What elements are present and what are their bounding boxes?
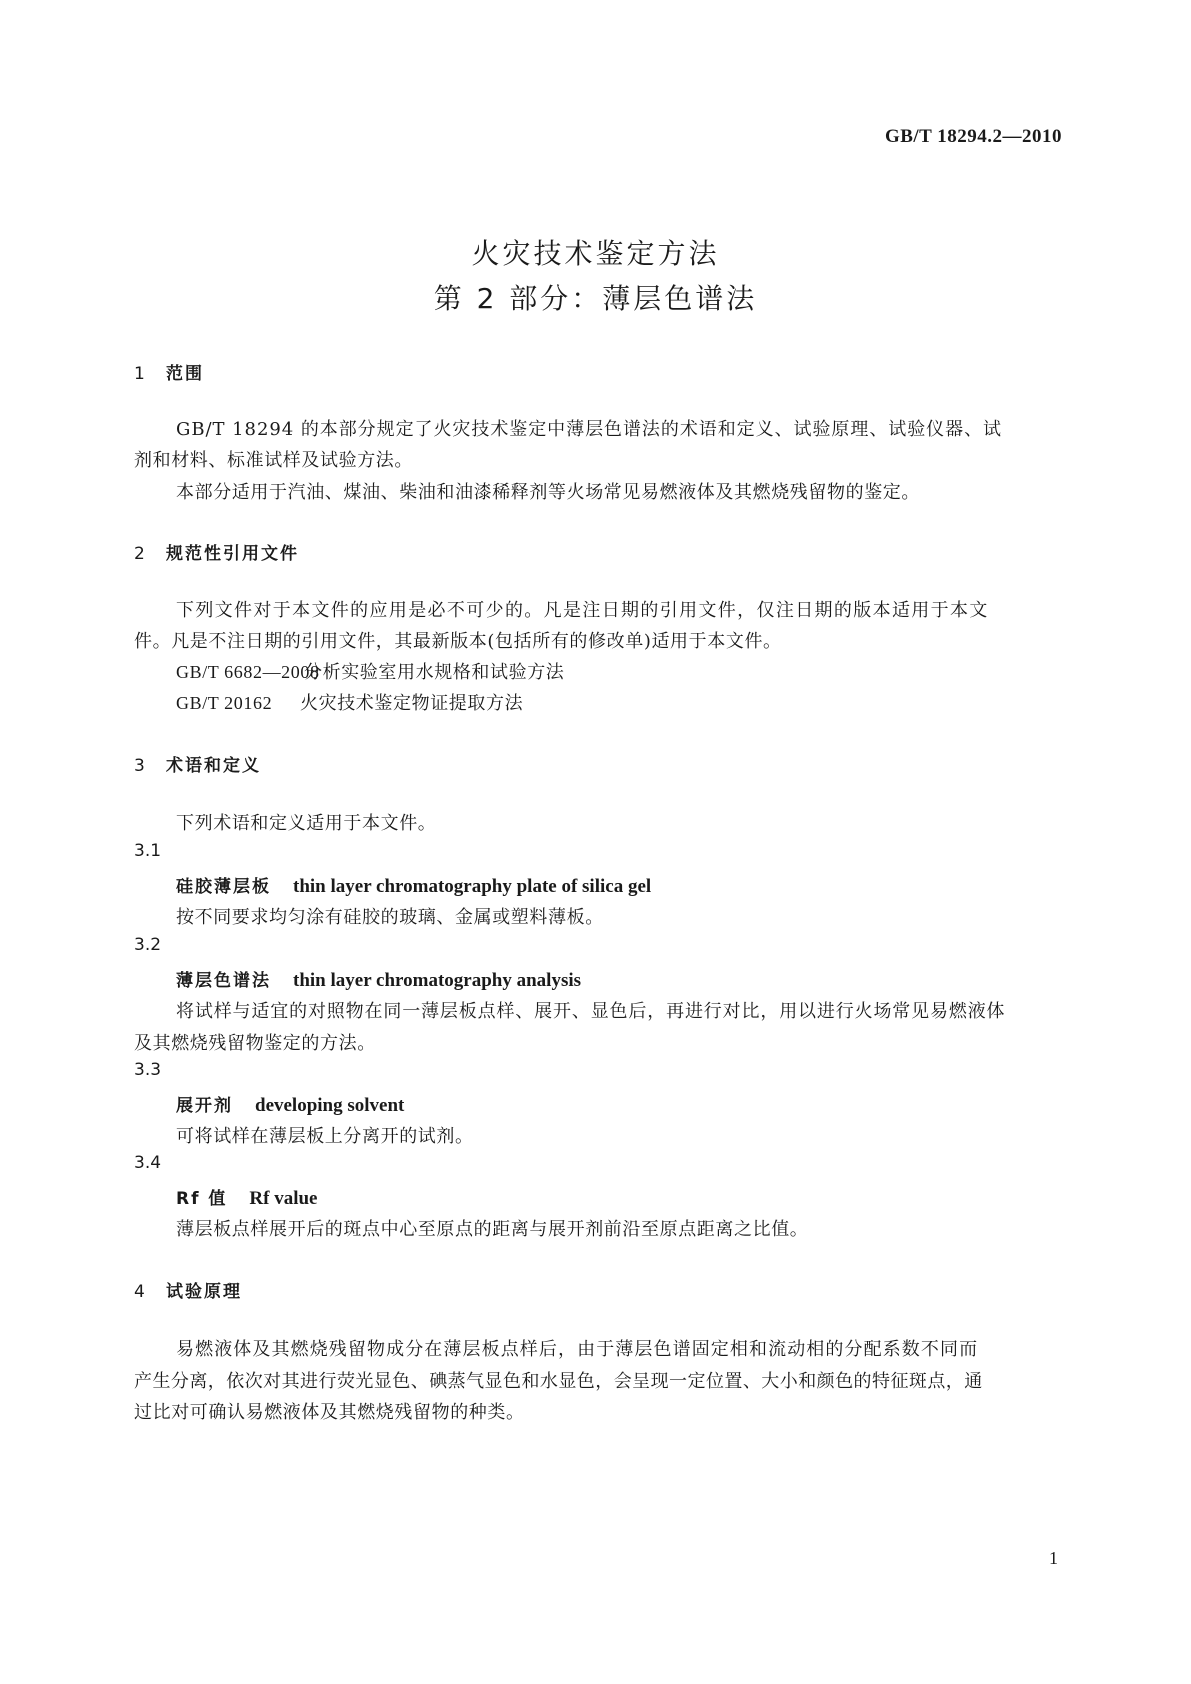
term-definition: 按不同要求均匀涂有硅胶的玻璃、金属或塑料薄板。 xyxy=(176,907,604,928)
reference-item xyxy=(176,658,564,684)
term-chinese: Rf 值 xyxy=(176,1189,228,1209)
paragraph-line: 易燃液体及其燃烧残留物成分在薄层板点样后，由于薄层色谱固定相和流动相的分配系数不同而 xyxy=(176,1339,979,1360)
reference-code: GB/T 6682—2008 xyxy=(176,662,320,682)
reference-code: GB/T 20162 xyxy=(176,693,273,713)
paragraph-line: 本部分适用于汽油、煤油、柴油和油漆稀释剂等火场常见易燃液体及其燃烧残留物的鉴定。 xyxy=(176,482,920,503)
term-chinese: 展开剂 xyxy=(176,1096,233,1116)
section-heading-scope xyxy=(134,359,204,384)
paragraph-line: 件。凡是不注日期的引用文件，其最新版本(包括所有的修改单)适用于本文件。 xyxy=(134,631,782,652)
reference-title: 火灾技术鉴定物证提取方法 xyxy=(300,693,524,714)
section-title: 规范性引用文件 xyxy=(166,544,299,564)
term-definition: 将试样与适宜的对照物在同一薄层板点样、展开、显色后，再进行对比，用以进行火场常见易燃液体 xyxy=(176,1001,1006,1022)
term-english: Rf value xyxy=(249,1188,318,1209)
term-definition-cont: 及其燃烧残留物鉴定的方法。 xyxy=(134,1033,376,1054)
term-entry xyxy=(176,872,651,898)
term-entry xyxy=(176,1091,404,1117)
section-title: 试验原理 xyxy=(166,1282,242,1302)
section-title: 范围 xyxy=(166,364,204,384)
term-definition: 薄层板点样展开后的斑点中心至原点的距离与展开剂前沿至原点距离之比值。 xyxy=(176,1219,809,1240)
document-title: 火灾技术鉴定方法 xyxy=(471,237,720,270)
term-chinese: 硅胶薄层板 xyxy=(176,877,271,897)
section-number: 2 xyxy=(134,544,145,564)
reference-item xyxy=(176,689,523,715)
section-number: 1 xyxy=(134,364,145,384)
term-entry xyxy=(176,1184,317,1210)
section-number: 3 xyxy=(134,756,145,776)
section-heading-normative-references xyxy=(134,539,299,564)
document-subtitle: 第 2 部分：薄层色谱法 xyxy=(433,282,758,315)
term-english: thin layer chromatography analysis xyxy=(293,970,582,991)
term-english: thin layer chromatography plate of silica gel xyxy=(293,876,652,897)
section-heading-terms-definitions xyxy=(134,751,261,776)
section-title: 术语和定义 xyxy=(166,756,261,776)
paragraph-line: GB/T 18294 的本部分规定了火灾技术鉴定中薄层色谱法的术语和定义、试验原理、试验仪器、试 xyxy=(176,419,1002,440)
clause-number: 3.1 xyxy=(134,841,162,861)
section-heading-test-principle xyxy=(134,1277,242,1302)
section-number: 4 xyxy=(134,1282,145,1302)
term-chinese: 薄层色谱法 xyxy=(176,971,271,991)
paragraph-line: 产生分离，依次对其进行荧光显色、碘蒸气显色和水显色，会呈现一定位置、大小和颜色的特征斑点，通 xyxy=(134,1371,983,1392)
paragraph-line: 过比对可确认易燃液体及其燃烧残留物的种类。 xyxy=(134,1402,525,1423)
standard-code: GB/T 18294.2—2010 xyxy=(884,126,1062,147)
clause-number: 3.2 xyxy=(134,935,162,955)
clause-number: 3.4 xyxy=(134,1153,162,1173)
page-number: 1 xyxy=(1049,1548,1058,1568)
clause-number: 3.3 xyxy=(134,1060,162,1080)
reference-title: 分析实验室用水规格和试验方法 xyxy=(304,662,565,683)
paragraph-line: 下列术语和定义适用于本文件。 xyxy=(176,813,437,834)
term-entry xyxy=(176,966,581,992)
paragraph-line: 剂和材料、标准试样及试验方法。 xyxy=(134,450,413,471)
paragraph-line: 下列文件对于本文件的应用是必不可少的。凡是注日期的引用文件，仅注日期的版本适用于本文 xyxy=(176,600,989,621)
term-definition: 可将试样在薄层板上分离开的试剂。 xyxy=(176,1126,474,1147)
term-english: developing solvent xyxy=(255,1095,405,1116)
